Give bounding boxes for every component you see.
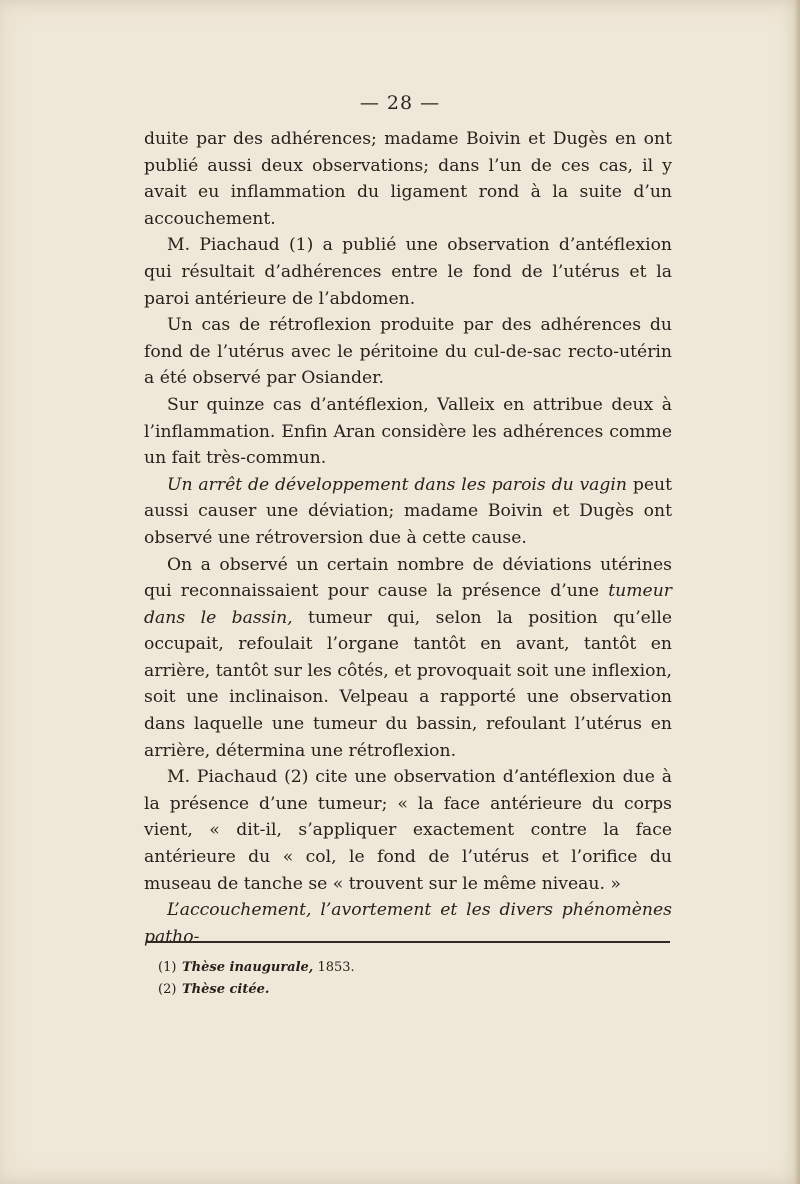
body-text [144,126,672,950]
footnote-2-mark: (2) [158,982,177,997]
footnote-2 [158,979,658,1001]
paragraph-8-italic: L’accouchement, l’avortement et les divers phénomènes patho- [144,900,672,947]
paragraph-2: M. Piachaud (1) a publié une observation d’antéflexion qui résultait d’adhérences entre le fond de l’utérus et la paroi antérieure de l’abdomen. [144,235,672,309]
paragraph-6-italic: tumeur dans le bassin, [144,581,672,628]
page-number: — 28 — [359,92,441,114]
paragraph-1: duite par des adhérences; madame Boivin et Dugès en ont publié aussi deux observations; dans l’un de ces cas, il y avait eu inflammation du ligament rond à la suite d’un accouchement. [144,129,672,229]
footnote-2-title: Thèse citée. [182,982,270,997]
paragraph-6-after: tumeur qui, selon la position qu’elle occupait, refoulait l’organe tantôt en avant, tantôt en arrière, tantôt sur les côtés, et provoquait soit une inflexion, soit une inclinaison. Velpeau a rapporté une observation dans laquelle une tumeur du bassin, refoulant l’utérus en arrière, détermina une rétroflexion. [144,607,673,761]
paragraph-3: Un cas de rétroflexion produite par des adhérences du fond de l’utérus avec le péritoine du cul-de-sac recto-utérin a été observé par Osiander. [144,315,672,389]
footnote-divider [146,941,670,943]
footnote-1-title: Thèse inaugurale, [182,960,314,975]
page-edge-shadow [794,0,800,1184]
paragraph-5 [144,472,672,552]
paragraph-4: Sur quinze cas d’antéflexion, Valleix en attribue deux à l’inflammation. Enfin Aran considère les adhérences comme un fait très-commun. [144,394,672,469]
paragraph-6 [144,552,672,765]
paragraph-7: M. Piachaud (2) cite une observation d’antéflexion due à la présence d’une tumeur; « la face antérieure du corps vient, « dit-il, s’appliquer exactement contre la face antérieure du « col, le fond de l’utérus et l’orifice du museau de tanche se « trouvent sur le même niveau. » [144,767,672,894]
footnote-1-mark: (1) [158,960,177,975]
paragraph-5-italic: Un arrêt de développement dans les parois du vagin [167,474,628,495]
footnote-1 [158,957,658,979]
paragraph-6-before: On a observé un certain nombre de déviations utérines qui reconnaissaient pour cause la présence d’une [144,554,672,602]
paragraph-5-rest: peut aussi causer une déviation; madame Boivin et Dugès ont observé une rétroversion due à cette cause. [144,474,672,548]
footnote-1-rest: 1853. [313,960,355,975]
footnotes [158,957,658,1001]
